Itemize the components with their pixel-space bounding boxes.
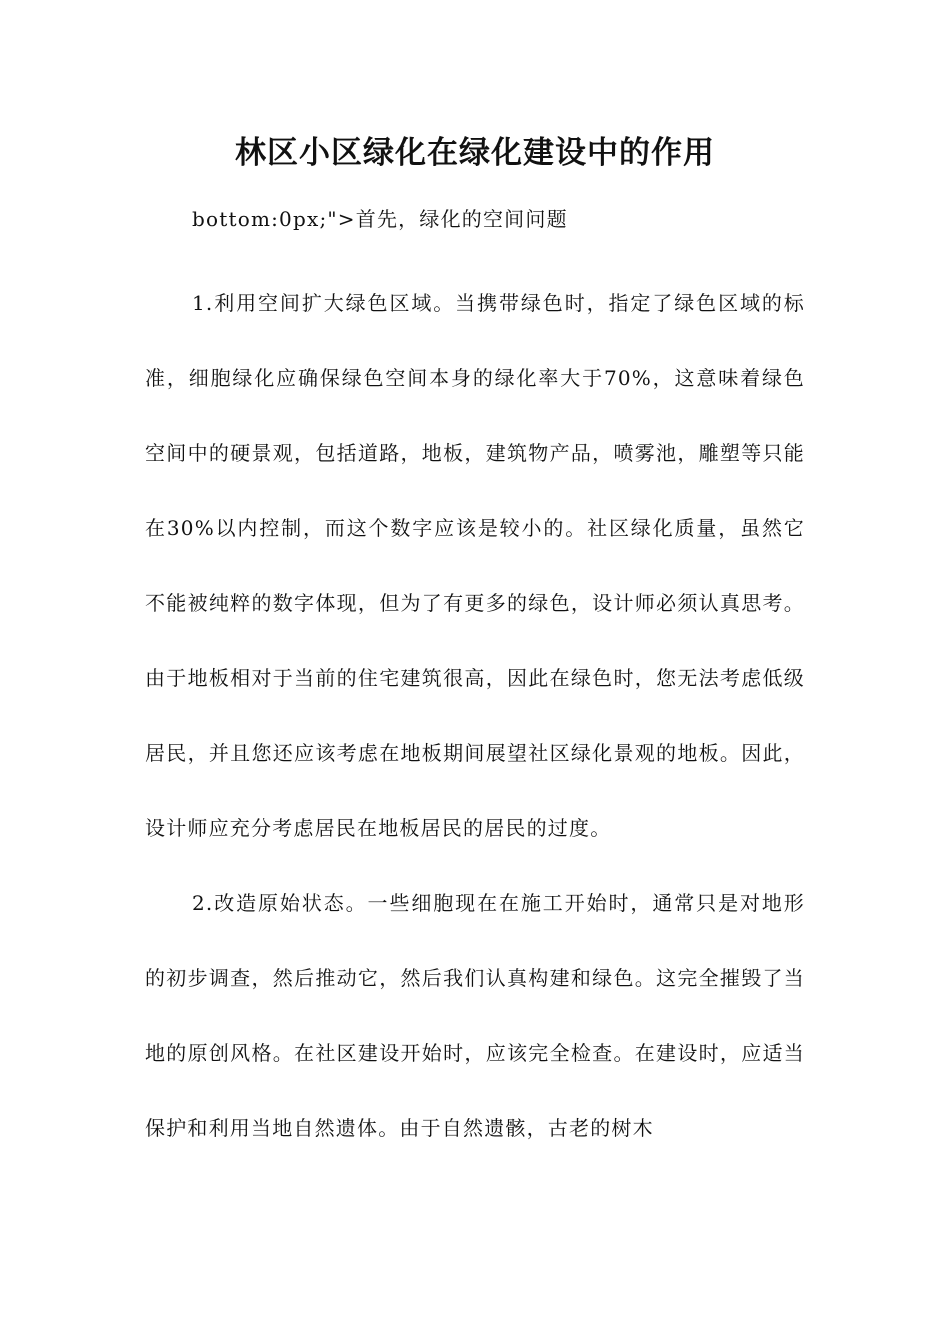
document-title: 林区小区绿化在绿化建设中的作用 bbox=[235, 135, 715, 171]
paragraph-1: 1.利用空间扩大绿色区域。当携带绿色时，指定了绿色区域的标准，细胞绿化应确保绿色空间本身的绿化率大于70%，这意味着绿色空间中的硬景观，包括道路，地板，建筑物产品，喷雾池，雕塑等只能在30%以内控制，而这个数字应该是较小的。社区绿化质量，虽然它不能被纯粹的数字体现，但为了有更多的绿色，设计师必须认真思考。由于地板相对于当前的住宅建筑很高，因此在绿色时，您无法考虑低级居民，并且您还应该考虑在地板期间展望社区绿化景观的地板。因此，设计师应充分考虑居民在地板居民的居民的过度。 bbox=[145, 291, 805, 840]
paragraph-heading: bottom:0px;">首先，绿化的空间问题 bbox=[192, 207, 568, 231]
document-body bbox=[145, 200, 805, 1166]
paragraph-2: 2.改造原始状态。一些细胞现在在施工开始时，通常只是对地形的初步调查，然后推动它，然后我们认真构建和绿色。这完全摧毁了当地的原创风格。在社区建设开始时，应该完全检查。在建设时，应适当保护和利用当地自然遗体。由于自然遗骸，古老的树木 bbox=[145, 891, 805, 1140]
